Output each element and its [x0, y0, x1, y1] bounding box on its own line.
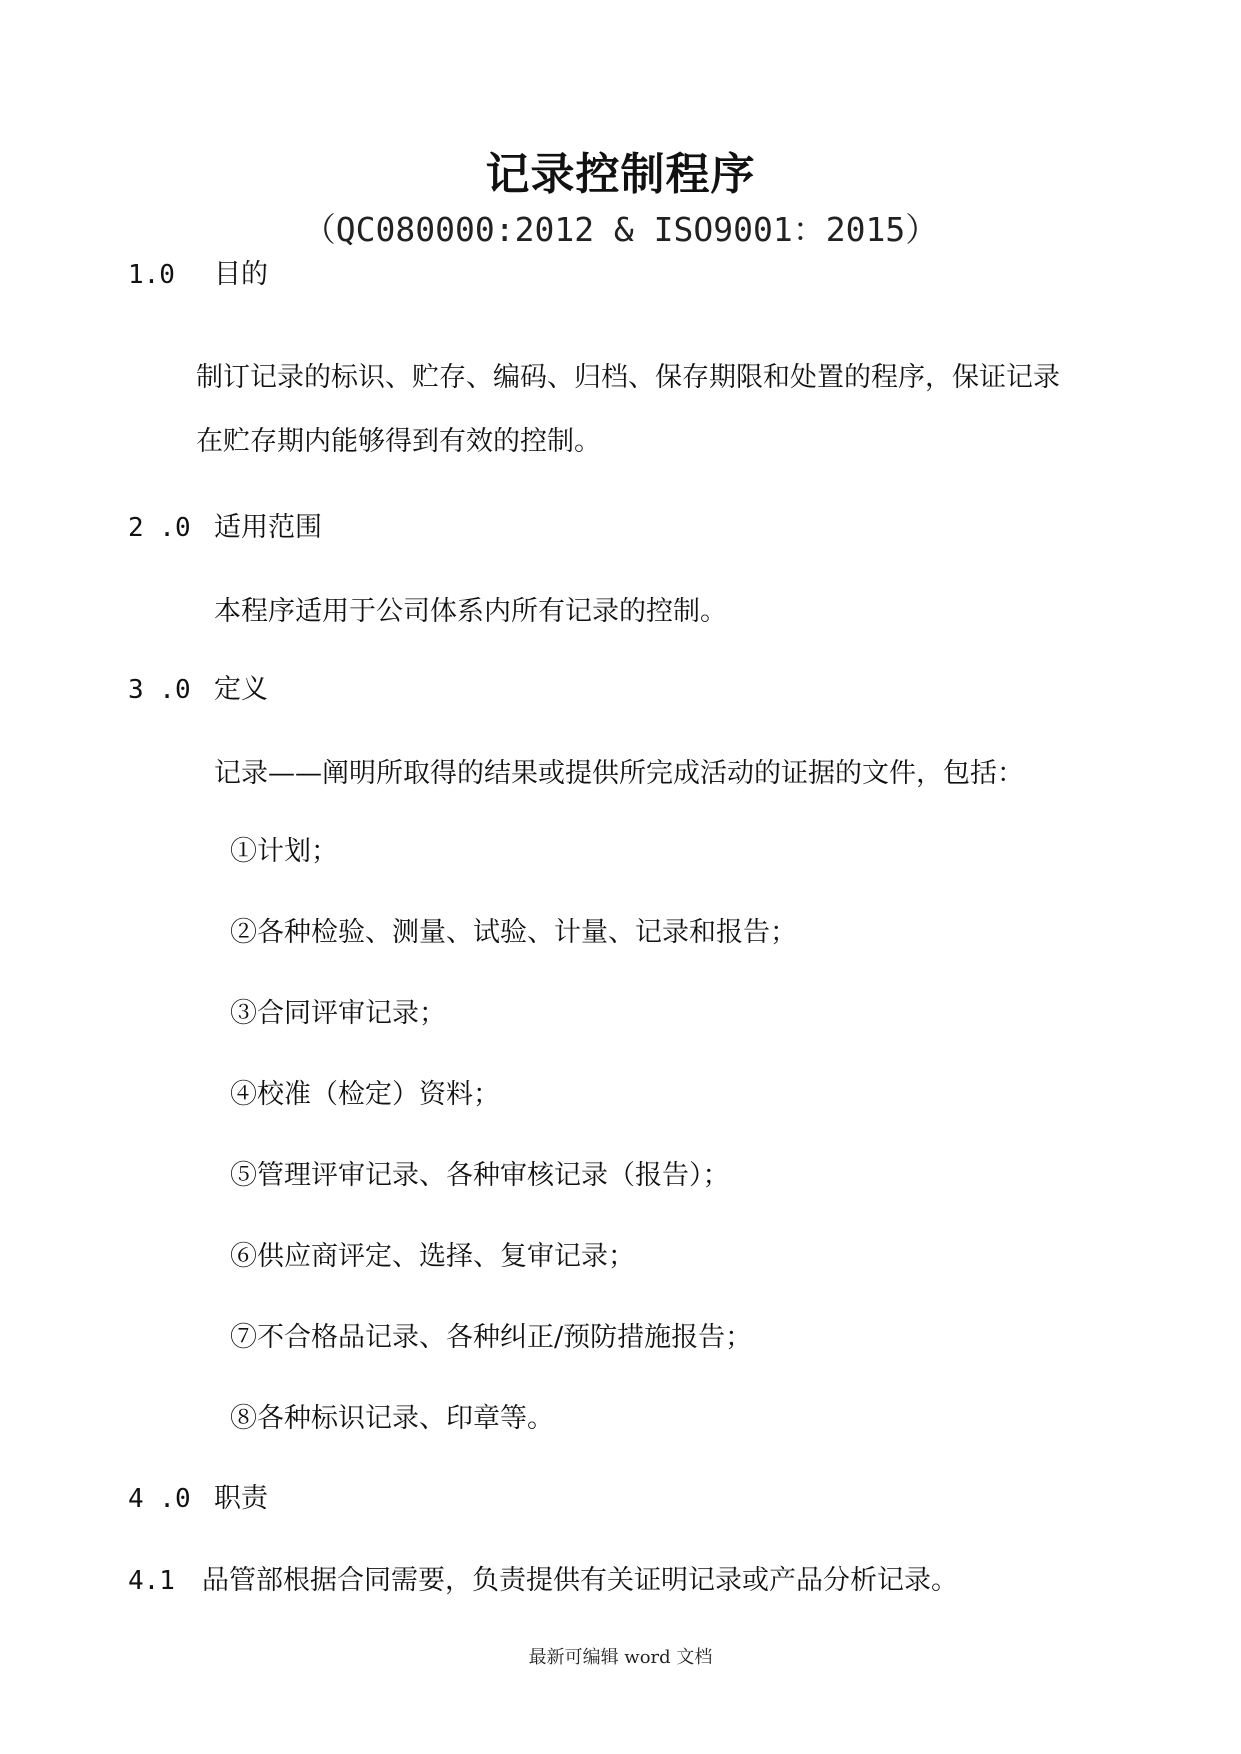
- section-heading-scope: [128, 505, 322, 544]
- page-footer: 最新可编辑 word 文档: [528, 1647, 713, 1668]
- section-heading-definition: [128, 667, 268, 706]
- section-title: 目的: [214, 259, 268, 290]
- section-4-1: [128, 1558, 958, 1597]
- purpose-line-2: 在贮存期内能够得到有效的控制。: [196, 426, 601, 457]
- definition-item: ②各种检验、测量、试验、计量、记录和报告；: [230, 917, 797, 948]
- section-title: 职责: [214, 1483, 268, 1514]
- section-title: 适用范围: [214, 512, 322, 543]
- document-subtitle: （QC080000:2012 & ISO9001：2015）: [302, 210, 939, 249]
- document-title: 记录控制程序: [485, 149, 756, 200]
- definition-item: ①计划；: [230, 836, 338, 867]
- definition-item: ⑦不合格品记录、各种纠正/预防措施报告；: [230, 1322, 753, 1353]
- section-heading-purpose: [128, 252, 268, 291]
- section-heading-responsibility: [128, 1476, 268, 1515]
- definition-text: 记录——阐明所取得的结果或提供所完成活动的证据的文件，包括：: [214, 758, 1024, 789]
- section-title: 定义: [214, 674, 268, 705]
- section-number: 4.1: [128, 1566, 175, 1596]
- section-text: 品管部根据合同需要，负责提供有关证明记录或产品分析记录。: [202, 1565, 958, 1596]
- section-number: 4 .0: [128, 1484, 191, 1514]
- definition-item: ③合同评审记录；: [230, 998, 446, 1029]
- section-number: 1.0: [128, 260, 175, 290]
- purpose-line-1: 制订记录的标识、贮存、编码、归档、保存期限和处置的程序，保证记录: [196, 362, 1060, 393]
- definition-item: ⑥供应商评定、选择、复审记录；: [230, 1241, 635, 1272]
- section-number: 3 .0: [128, 675, 191, 705]
- scope-text: 本程序适用于公司体系内所有记录的控制。: [214, 596, 727, 627]
- definition-item: ④校准（检定）资料；: [230, 1079, 500, 1110]
- definition-item: ⑤管理评审记录、各种审核记录（报告）；: [230, 1160, 730, 1191]
- section-number: 2 .0: [128, 513, 191, 543]
- definition-item: ⑧各种标识记录、印章等。: [230, 1403, 554, 1434]
